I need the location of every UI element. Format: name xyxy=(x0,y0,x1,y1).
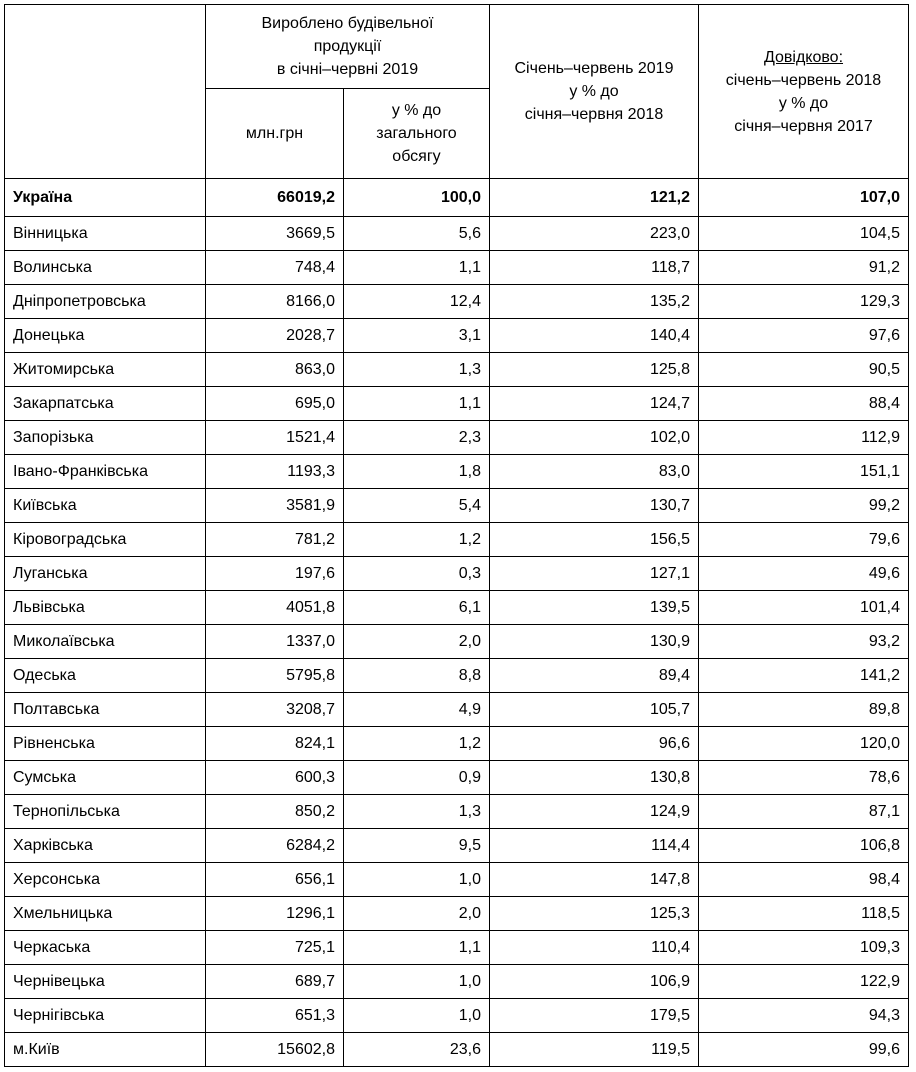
share-cell: 1,0 xyxy=(344,999,490,1033)
region-cell: Луганська xyxy=(5,557,206,591)
table-row xyxy=(5,897,909,931)
table-row xyxy=(5,829,909,863)
mln-uah-cell: 695,0 xyxy=(206,387,344,421)
region-cell: Чернівецька xyxy=(5,965,206,999)
table-row-total xyxy=(5,179,909,217)
mln-uah-cell: 1193,3 xyxy=(206,455,344,489)
share-cell: 100,0 xyxy=(344,179,490,217)
table-row xyxy=(5,557,909,591)
mln-uah-cell: 850,2 xyxy=(206,795,344,829)
share-cell: 1,8 xyxy=(344,455,490,489)
share-cell: 1,1 xyxy=(344,251,490,285)
table-row xyxy=(5,353,909,387)
pct-2018-cell: 101,4 xyxy=(699,591,909,625)
mln-uah-cell: 2028,7 xyxy=(206,319,344,353)
pct-2019-cell: 130,7 xyxy=(490,489,699,523)
pct-2018-cell: 112,9 xyxy=(699,421,909,455)
mln-uah-cell: 6284,2 xyxy=(206,829,344,863)
share-cell: 1,2 xyxy=(344,727,490,761)
jan-jun-2019-line3: січня–червня 2018 xyxy=(524,106,664,123)
pct-2018-cell: 89,8 xyxy=(699,693,909,727)
pct-2019-cell: 140,4 xyxy=(490,319,699,353)
jan-jun-2019-header xyxy=(490,5,699,179)
pct-2018-cell: 99,6 xyxy=(699,1033,909,1067)
table-row xyxy=(5,761,909,795)
region-cell: Запорізька xyxy=(5,421,206,455)
share-cell: 5,4 xyxy=(344,489,490,523)
pct-2018-cell: 79,6 xyxy=(699,523,909,557)
mln-uah-cell: 1521,4 xyxy=(206,421,344,455)
table-row xyxy=(5,795,909,829)
pct-2019-cell: 130,8 xyxy=(490,761,699,795)
pct-2019-cell: 118,7 xyxy=(490,251,699,285)
region-cell: Дніпропетровська xyxy=(5,285,206,319)
share-cell: 1,3 xyxy=(344,795,490,829)
table-row xyxy=(5,285,909,319)
share-cell: 12,4 xyxy=(344,285,490,319)
pct-2018-cell: 99,2 xyxy=(699,489,909,523)
mln-uah-cell: 656,1 xyxy=(206,863,344,897)
reference-line4: січня–червня 2017 xyxy=(734,117,873,135)
mln-uah-header: млн.грн xyxy=(206,89,344,179)
region-cell: Харківська xyxy=(5,829,206,863)
pct-2018-cell: 129,3 xyxy=(699,285,909,319)
region-cell: Тернопільська xyxy=(5,795,206,829)
pct-2019-cell: 223,0 xyxy=(490,217,699,251)
share-cell: 2,0 xyxy=(344,625,490,659)
mln-uah-cell: 3208,7 xyxy=(206,693,344,727)
reference-line2: січень–червень 2018 xyxy=(725,71,882,89)
region-cell: Івано-Франківська xyxy=(5,455,206,489)
pct-2019-cell: 110,4 xyxy=(490,931,699,965)
share-cell: 1,0 xyxy=(344,863,490,897)
share-cell: 2,0 xyxy=(344,897,490,931)
pct-2018-cell: 90,5 xyxy=(699,353,909,387)
mln-uah-cell: 824,1 xyxy=(206,727,344,761)
mln-uah-cell: 197,6 xyxy=(206,557,344,591)
region-cell: Вінницька xyxy=(5,217,206,251)
pct-2019-cell: 89,4 xyxy=(490,659,699,693)
pct-2019-cell: 124,9 xyxy=(490,795,699,829)
mln-uah-cell: 3669,5 xyxy=(206,217,344,251)
pct-2018-cell: 120,0 xyxy=(699,727,909,761)
table-row xyxy=(5,421,909,455)
table-row xyxy=(5,693,909,727)
region-cell: м.Київ xyxy=(5,1033,206,1067)
produced-group-line3: в січні–червні 2019 xyxy=(276,61,419,78)
pct-2018-cell: 91,2 xyxy=(699,251,909,285)
region-cell: Полтавська xyxy=(5,693,206,727)
pct-2019-cell: 125,3 xyxy=(490,897,699,931)
region-cell: Сумська xyxy=(5,761,206,795)
region-cell: Житомирська xyxy=(5,353,206,387)
mln-uah-cell: 8166,0 xyxy=(206,285,344,319)
pct-2018-cell: 93,2 xyxy=(699,625,909,659)
pct-2019-cell: 139,5 xyxy=(490,591,699,625)
pct-2019-cell: 96,6 xyxy=(490,727,699,761)
pct-2019-cell: 147,8 xyxy=(490,863,699,897)
mln-uah-cell: 1337,0 xyxy=(206,625,344,659)
pct-2018-cell: 122,9 xyxy=(699,965,909,999)
share-line2: загального xyxy=(376,125,457,142)
pct-2018-cell: 88,4 xyxy=(699,387,909,421)
table-row xyxy=(5,659,909,693)
pct-2019-cell: 121,2 xyxy=(490,179,699,217)
region-cell: Хмельницька xyxy=(5,897,206,931)
share-cell: 4,9 xyxy=(344,693,490,727)
table-row xyxy=(5,217,909,251)
mln-uah-cell: 725,1 xyxy=(206,931,344,965)
mln-uah-cell: 863,0 xyxy=(206,353,344,387)
pct-2019-cell: 106,9 xyxy=(490,965,699,999)
reference-label: Довідково: xyxy=(763,48,844,66)
reference-header xyxy=(699,5,909,179)
share-cell: 1,1 xyxy=(344,931,490,965)
pct-2018-cell: 109,3 xyxy=(699,931,909,965)
mln-uah-cell: 651,3 xyxy=(206,999,344,1033)
share-cell: 0,9 xyxy=(344,761,490,795)
mln-uah-cell: 5795,8 xyxy=(206,659,344,693)
table-row xyxy=(5,931,909,965)
region-cell: Чернігівська xyxy=(5,999,206,1033)
pct-2018-cell: 49,6 xyxy=(699,557,909,591)
jan-jun-2019-line1: Січень–червень 2019 xyxy=(514,60,674,77)
table-row xyxy=(5,591,909,625)
share-header xyxy=(344,89,490,179)
pct-2018-cell: 87,1 xyxy=(699,795,909,829)
produced-group-header xyxy=(206,5,490,89)
mln-uah-cell: 748,4 xyxy=(206,251,344,285)
region-cell: Рівненська xyxy=(5,727,206,761)
pct-2019-cell: 179,5 xyxy=(490,999,699,1033)
construction-output-table xyxy=(4,4,909,1067)
produced-group-line1: Вироблено будівельної xyxy=(261,15,434,32)
table-row xyxy=(5,455,909,489)
table-row xyxy=(5,965,909,999)
share-cell: 0,3 xyxy=(344,557,490,591)
pct-2019-cell: 124,7 xyxy=(490,387,699,421)
share-line3: обсягу xyxy=(392,148,441,165)
table-row xyxy=(5,863,909,897)
reference-line3: у % до xyxy=(778,94,829,112)
pct-2019-cell: 127,1 xyxy=(490,557,699,591)
table-row xyxy=(5,319,909,353)
mln-uah-cell: 781,2 xyxy=(206,523,344,557)
pct-2018-cell: 98,4 xyxy=(699,863,909,897)
pct-2019-cell: 105,7 xyxy=(490,693,699,727)
region-cell: Херсонська xyxy=(5,863,206,897)
mln-uah-cell: 4051,8 xyxy=(206,591,344,625)
pct-2019-cell: 135,2 xyxy=(490,285,699,319)
share-cell: 5,6 xyxy=(344,217,490,251)
table-row xyxy=(5,1033,909,1067)
region-cell: Одеська xyxy=(5,659,206,693)
mln-uah-cell: 15602,8 xyxy=(206,1033,344,1067)
pct-2018-cell: 118,5 xyxy=(699,897,909,931)
pct-2019-cell: 102,0 xyxy=(490,421,699,455)
pct-2018-cell: 151,1 xyxy=(699,455,909,489)
region-cell: Кіровоградська xyxy=(5,523,206,557)
mln-uah-cell: 600,3 xyxy=(206,761,344,795)
share-cell: 9,5 xyxy=(344,829,490,863)
table-row xyxy=(5,387,909,421)
share-cell: 1,1 xyxy=(344,387,490,421)
region-cell: Донецька xyxy=(5,319,206,353)
pct-2019-cell: 130,9 xyxy=(490,625,699,659)
share-cell: 1,0 xyxy=(344,965,490,999)
share-cell: 2,3 xyxy=(344,421,490,455)
region-cell: Волинська xyxy=(5,251,206,285)
region-header-cell xyxy=(5,5,206,179)
pct-2019-cell: 156,5 xyxy=(490,523,699,557)
mln-uah-cell: 689,7 xyxy=(206,965,344,999)
table-row xyxy=(5,489,909,523)
region-cell: Закарпатська xyxy=(5,387,206,421)
share-cell: 8,8 xyxy=(344,659,490,693)
pct-2018-cell: 106,8 xyxy=(699,829,909,863)
share-cell: 6,1 xyxy=(344,591,490,625)
mln-uah-cell: 1296,1 xyxy=(206,897,344,931)
pct-2018-cell: 107,0 xyxy=(699,179,909,217)
table-row xyxy=(5,251,909,285)
region-cell: Львівська xyxy=(5,591,206,625)
pct-2019-cell: 119,5 xyxy=(490,1033,699,1067)
produced-group-line2: продукції xyxy=(313,38,382,55)
pct-2018-cell: 141,2 xyxy=(699,659,909,693)
mln-uah-cell: 3581,9 xyxy=(206,489,344,523)
share-cell: 1,2 xyxy=(344,523,490,557)
table-row xyxy=(5,523,909,557)
pct-2018-cell: 104,5 xyxy=(699,217,909,251)
pct-2019-cell: 83,0 xyxy=(490,455,699,489)
table-row xyxy=(5,999,909,1033)
share-cell: 3,1 xyxy=(344,319,490,353)
region-cell: Київська xyxy=(5,489,206,523)
jan-jun-2019-line2: у % до xyxy=(569,83,619,100)
pct-2019-cell: 125,8 xyxy=(490,353,699,387)
pct-2018-cell: 94,3 xyxy=(699,999,909,1033)
pct-2019-cell: 114,4 xyxy=(490,829,699,863)
mln-uah-cell: 66019,2 xyxy=(206,179,344,217)
pct-2018-cell: 97,6 xyxy=(699,319,909,353)
region-cell: Миколаївська xyxy=(5,625,206,659)
share-cell: 23,6 xyxy=(344,1033,490,1067)
share-cell: 1,3 xyxy=(344,353,490,387)
region-cell: Україна xyxy=(5,179,206,217)
table-body xyxy=(5,179,909,1067)
table-row xyxy=(5,727,909,761)
share-line1: у % до xyxy=(391,102,442,119)
pct-2018-cell: 78,6 xyxy=(699,761,909,795)
region-cell: Черкаська xyxy=(5,931,206,965)
table-row xyxy=(5,625,909,659)
